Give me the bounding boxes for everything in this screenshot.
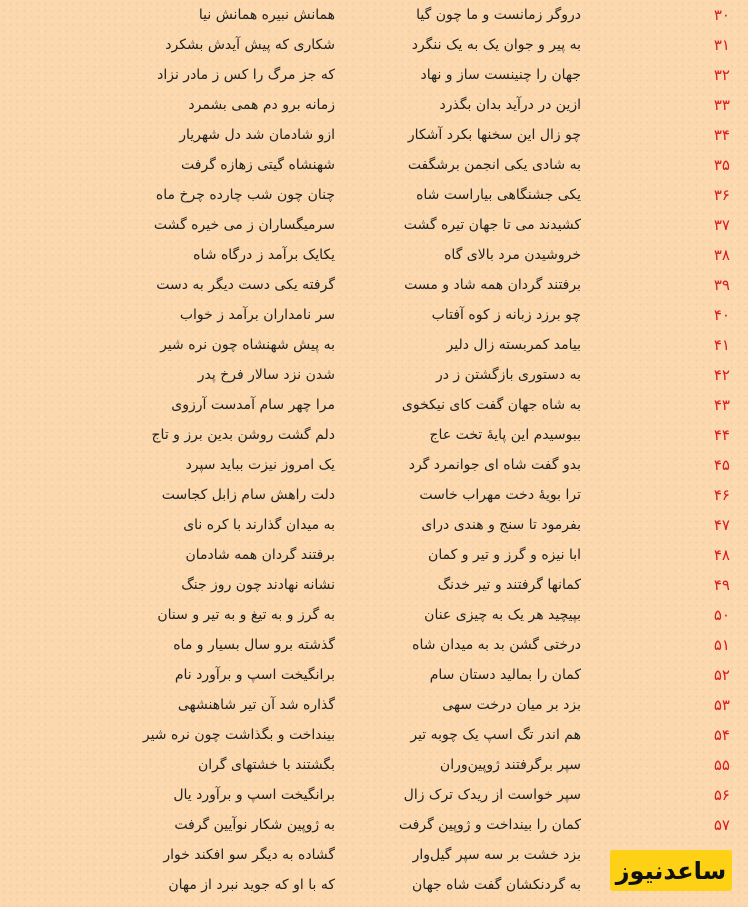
verse-row bbox=[0, 694, 748, 724]
first-hemistich: چو زال این سخنها بکرد آشکار bbox=[407, 127, 581, 143]
second-hemistich: همانش نبیره همانش نیا bbox=[198, 7, 335, 23]
verse-row bbox=[0, 364, 748, 394]
verse-row bbox=[0, 184, 748, 214]
verse-row bbox=[0, 394, 748, 424]
second-hemistich: شدن نزد سالار فرخ پدر bbox=[197, 367, 335, 383]
verse-number: ۴۸ bbox=[713, 546, 730, 564]
first-hemistich: ازین در درآید بدان بگذرد bbox=[439, 97, 581, 113]
verse-number: ۳۴ bbox=[713, 126, 730, 144]
saednews-logo[interactable]: ساعدنیوز bbox=[610, 850, 732, 891]
verse-row bbox=[0, 154, 748, 184]
verse-number: ۳۱ bbox=[713, 36, 730, 54]
second-hemistich: بگشتند با خشتهای گران bbox=[197, 757, 335, 773]
verse-number: ۳۷ bbox=[713, 216, 730, 234]
first-hemistich: به دستوری بازگشتن ز در bbox=[435, 367, 581, 383]
first-hemistich: خروشیدن مرد بالای گاه bbox=[444, 247, 581, 263]
verse-number: ۴۰ bbox=[713, 306, 730, 324]
verse-number: ۳۹ bbox=[713, 276, 730, 294]
verse-number: ۵۴ bbox=[713, 726, 730, 744]
verse-number: ۵۰ bbox=[713, 606, 730, 624]
second-hemistich: برانگیخت اسپ و برآورد نام bbox=[174, 667, 335, 683]
verse-row bbox=[0, 634, 748, 664]
verse-row bbox=[0, 4, 748, 34]
first-hemistich: کمان را بینداخت و ژوپین گرفت bbox=[398, 817, 581, 833]
verse-row bbox=[0, 784, 748, 814]
first-hemistich: بفرمود تا سنج و هندی درای bbox=[421, 517, 581, 533]
first-hemistich: سپر خواست از ریدک ترک زال bbox=[403, 787, 581, 803]
second-hemistich: سرمیگساران ز می خیره گشت bbox=[153, 217, 335, 233]
second-hemistich: برفتند گردان همه شادمان bbox=[185, 547, 335, 563]
verse-number: ۴۵ bbox=[713, 456, 730, 474]
second-hemistich: گشاده به دیگر سو افکند خوار bbox=[163, 847, 335, 863]
first-hemistich: بزد خشت بر سه سپر گیل‌وار bbox=[412, 847, 581, 863]
verse-number: ۴۳ bbox=[713, 396, 730, 414]
first-hemistich: به شاه جهان گفت کای نیکخوی bbox=[401, 397, 581, 413]
first-hemistich: بزد بر میان درخت سهی bbox=[442, 697, 581, 713]
verse-row bbox=[0, 34, 748, 64]
first-hemistich: درختی گشن بد به میدان شاه bbox=[412, 637, 581, 653]
verse-number: ۵۳ bbox=[713, 696, 730, 714]
first-hemistich: به گردنکشان گفت شاه جهان bbox=[412, 877, 581, 893]
verse-number: ۵۱ bbox=[713, 636, 730, 654]
first-hemistich: دروگر زمانست و ما چون گیا bbox=[416, 7, 581, 23]
verse-number: ۵۲ bbox=[713, 666, 730, 684]
first-hemistich: بپیچید هر یک به چیزی عنان bbox=[424, 607, 581, 623]
first-hemistich: چو برزد زبانه ز کوه آفتاب bbox=[431, 307, 581, 323]
verse-row bbox=[0, 454, 748, 484]
verse-row bbox=[0, 124, 748, 154]
first-hemistich: ببوسیدم این پایهٔ تخت عاج bbox=[429, 427, 581, 443]
second-hemistich: چنان چون شب چارده چرخ ماه bbox=[155, 187, 335, 203]
verse-number: ۵۷ bbox=[713, 816, 730, 834]
verse-row bbox=[0, 604, 748, 634]
first-hemistich: هم اندر تگ اسپ یک چوبه تیر bbox=[410, 727, 581, 743]
second-hemistich: یک امروز نیزت بباید سپرد bbox=[185, 457, 335, 473]
second-hemistich: دلت راهش سام زابل کجاست bbox=[161, 487, 335, 503]
second-hemistich: به میدان گذارند با کره نای bbox=[183, 517, 335, 533]
verse-number: ۳۶ bbox=[713, 186, 730, 204]
first-hemistich: سپر برگرفتند ژوپین‌وران bbox=[439, 757, 581, 773]
second-hemistich: نشانه نهادند چون روز جنگ bbox=[181, 577, 335, 593]
verse-number: ۴۲ bbox=[713, 366, 730, 384]
first-hemistich: یکی جشنگاهی بیاراست شاه bbox=[416, 187, 581, 203]
verse-row bbox=[0, 514, 748, 544]
verse-row bbox=[0, 484, 748, 514]
verse-row bbox=[0, 214, 748, 244]
first-hemistich: به شادی یکی انجمن برشگفت bbox=[407, 157, 581, 173]
verse-row bbox=[0, 64, 748, 94]
verse-number: ۳۸ bbox=[713, 246, 730, 264]
verse-row bbox=[0, 724, 748, 754]
second-hemistich: زمانه برو دم همی بشمرد bbox=[188, 97, 335, 113]
second-hemistich: بینداخت و بگذاشت چون نره شیر bbox=[142, 727, 335, 743]
verse-row bbox=[0, 334, 748, 364]
verse-number: ۴۹ bbox=[713, 576, 730, 594]
second-hemistich: به پیش شهنشاه چون نره شیر bbox=[160, 337, 335, 353]
verse-row bbox=[0, 574, 748, 604]
first-hemistich: جهان را چنینست ساز و نهاد bbox=[420, 67, 581, 83]
second-hemistich: که جز مرگ را کس ز مادر نزاد bbox=[157, 67, 335, 83]
first-hemistich: ابا نیزه و گرز و تیر و کمان bbox=[428, 547, 581, 563]
verse-row bbox=[0, 94, 748, 124]
second-hemistich: یکایک برآمد ز درگاه شاه bbox=[193, 247, 335, 263]
verse-number: ۳۲ bbox=[713, 66, 730, 84]
verse-number: ۳۵ bbox=[713, 156, 730, 174]
verse-row bbox=[0, 424, 748, 454]
second-hemistich: ازو شادمان شد دل شهریار bbox=[179, 127, 335, 143]
second-hemistich: گرفته یکی دست دیگر به دست bbox=[156, 277, 335, 293]
first-hemistich: کمانها گرفتند و تیر خدنگ bbox=[437, 577, 581, 593]
verse-number: ۴۷ bbox=[713, 516, 730, 534]
verse-row bbox=[0, 544, 748, 574]
second-hemistich: برانگیخت اسپ و برآورد یال bbox=[173, 787, 335, 803]
verse-row bbox=[0, 814, 748, 844]
verse-row bbox=[0, 244, 748, 274]
verse-number: ۵۵ bbox=[713, 756, 730, 774]
second-hemistich: گذشته برو سال بسیار و ماه bbox=[173, 637, 335, 653]
second-hemistich: دلم گشت روشن بدین برز و تاج bbox=[151, 427, 335, 443]
verse-row bbox=[0, 304, 748, 334]
poem-verses bbox=[0, 4, 748, 904]
first-hemistich: ترا بویهٔ دخت مهراب خاست bbox=[419, 487, 581, 503]
second-hemistich: که با او که جوید نبرد از مهان bbox=[168, 877, 335, 893]
second-hemistich: سر نامداران برآمد ز خواب bbox=[179, 307, 335, 323]
verse-number: ۴۴ bbox=[713, 426, 730, 444]
first-hemistich: کشیدند می تا جهان تیره گشت bbox=[403, 217, 581, 233]
first-hemistich: بدو گفت شاه ای جوانمرد گرد bbox=[408, 457, 581, 473]
verse-number: ۵۶ bbox=[713, 786, 730, 804]
second-hemistich: به گرز و به تیغ و به تیر و سنان bbox=[157, 607, 335, 623]
verse-row bbox=[0, 274, 748, 304]
second-hemistich: شکاری که پیش آیدش بشکرد bbox=[165, 37, 335, 53]
verse-number: ۳۳ bbox=[713, 96, 730, 114]
second-hemistich: مرا چهر سام آمدست آرزوی bbox=[171, 397, 335, 413]
verse-number: ۳۰ bbox=[713, 6, 730, 24]
second-hemistich: به ژوپین شکار نوآیین گرفت bbox=[174, 817, 335, 833]
verse-row bbox=[0, 754, 748, 784]
second-hemistich: گذاره شد آن تیر شاهنشهی bbox=[177, 697, 335, 713]
second-hemistich: شهنشاه گیتی زهازه گرفت bbox=[181, 157, 335, 173]
verse-number: ۴۱ bbox=[713, 336, 730, 354]
first-hemistich: کمان را بمالید دستان سام bbox=[429, 667, 581, 683]
first-hemistich: به پیر و جوان یک به یک ننگرد bbox=[411, 37, 581, 53]
first-hemistich: برفتند گردان همه شاد و مست bbox=[404, 277, 581, 293]
verse-number: ۴۶ bbox=[713, 486, 730, 504]
verse-row bbox=[0, 664, 748, 694]
first-hemistich: بیامد کمربسته زال دلیر bbox=[446, 337, 581, 353]
